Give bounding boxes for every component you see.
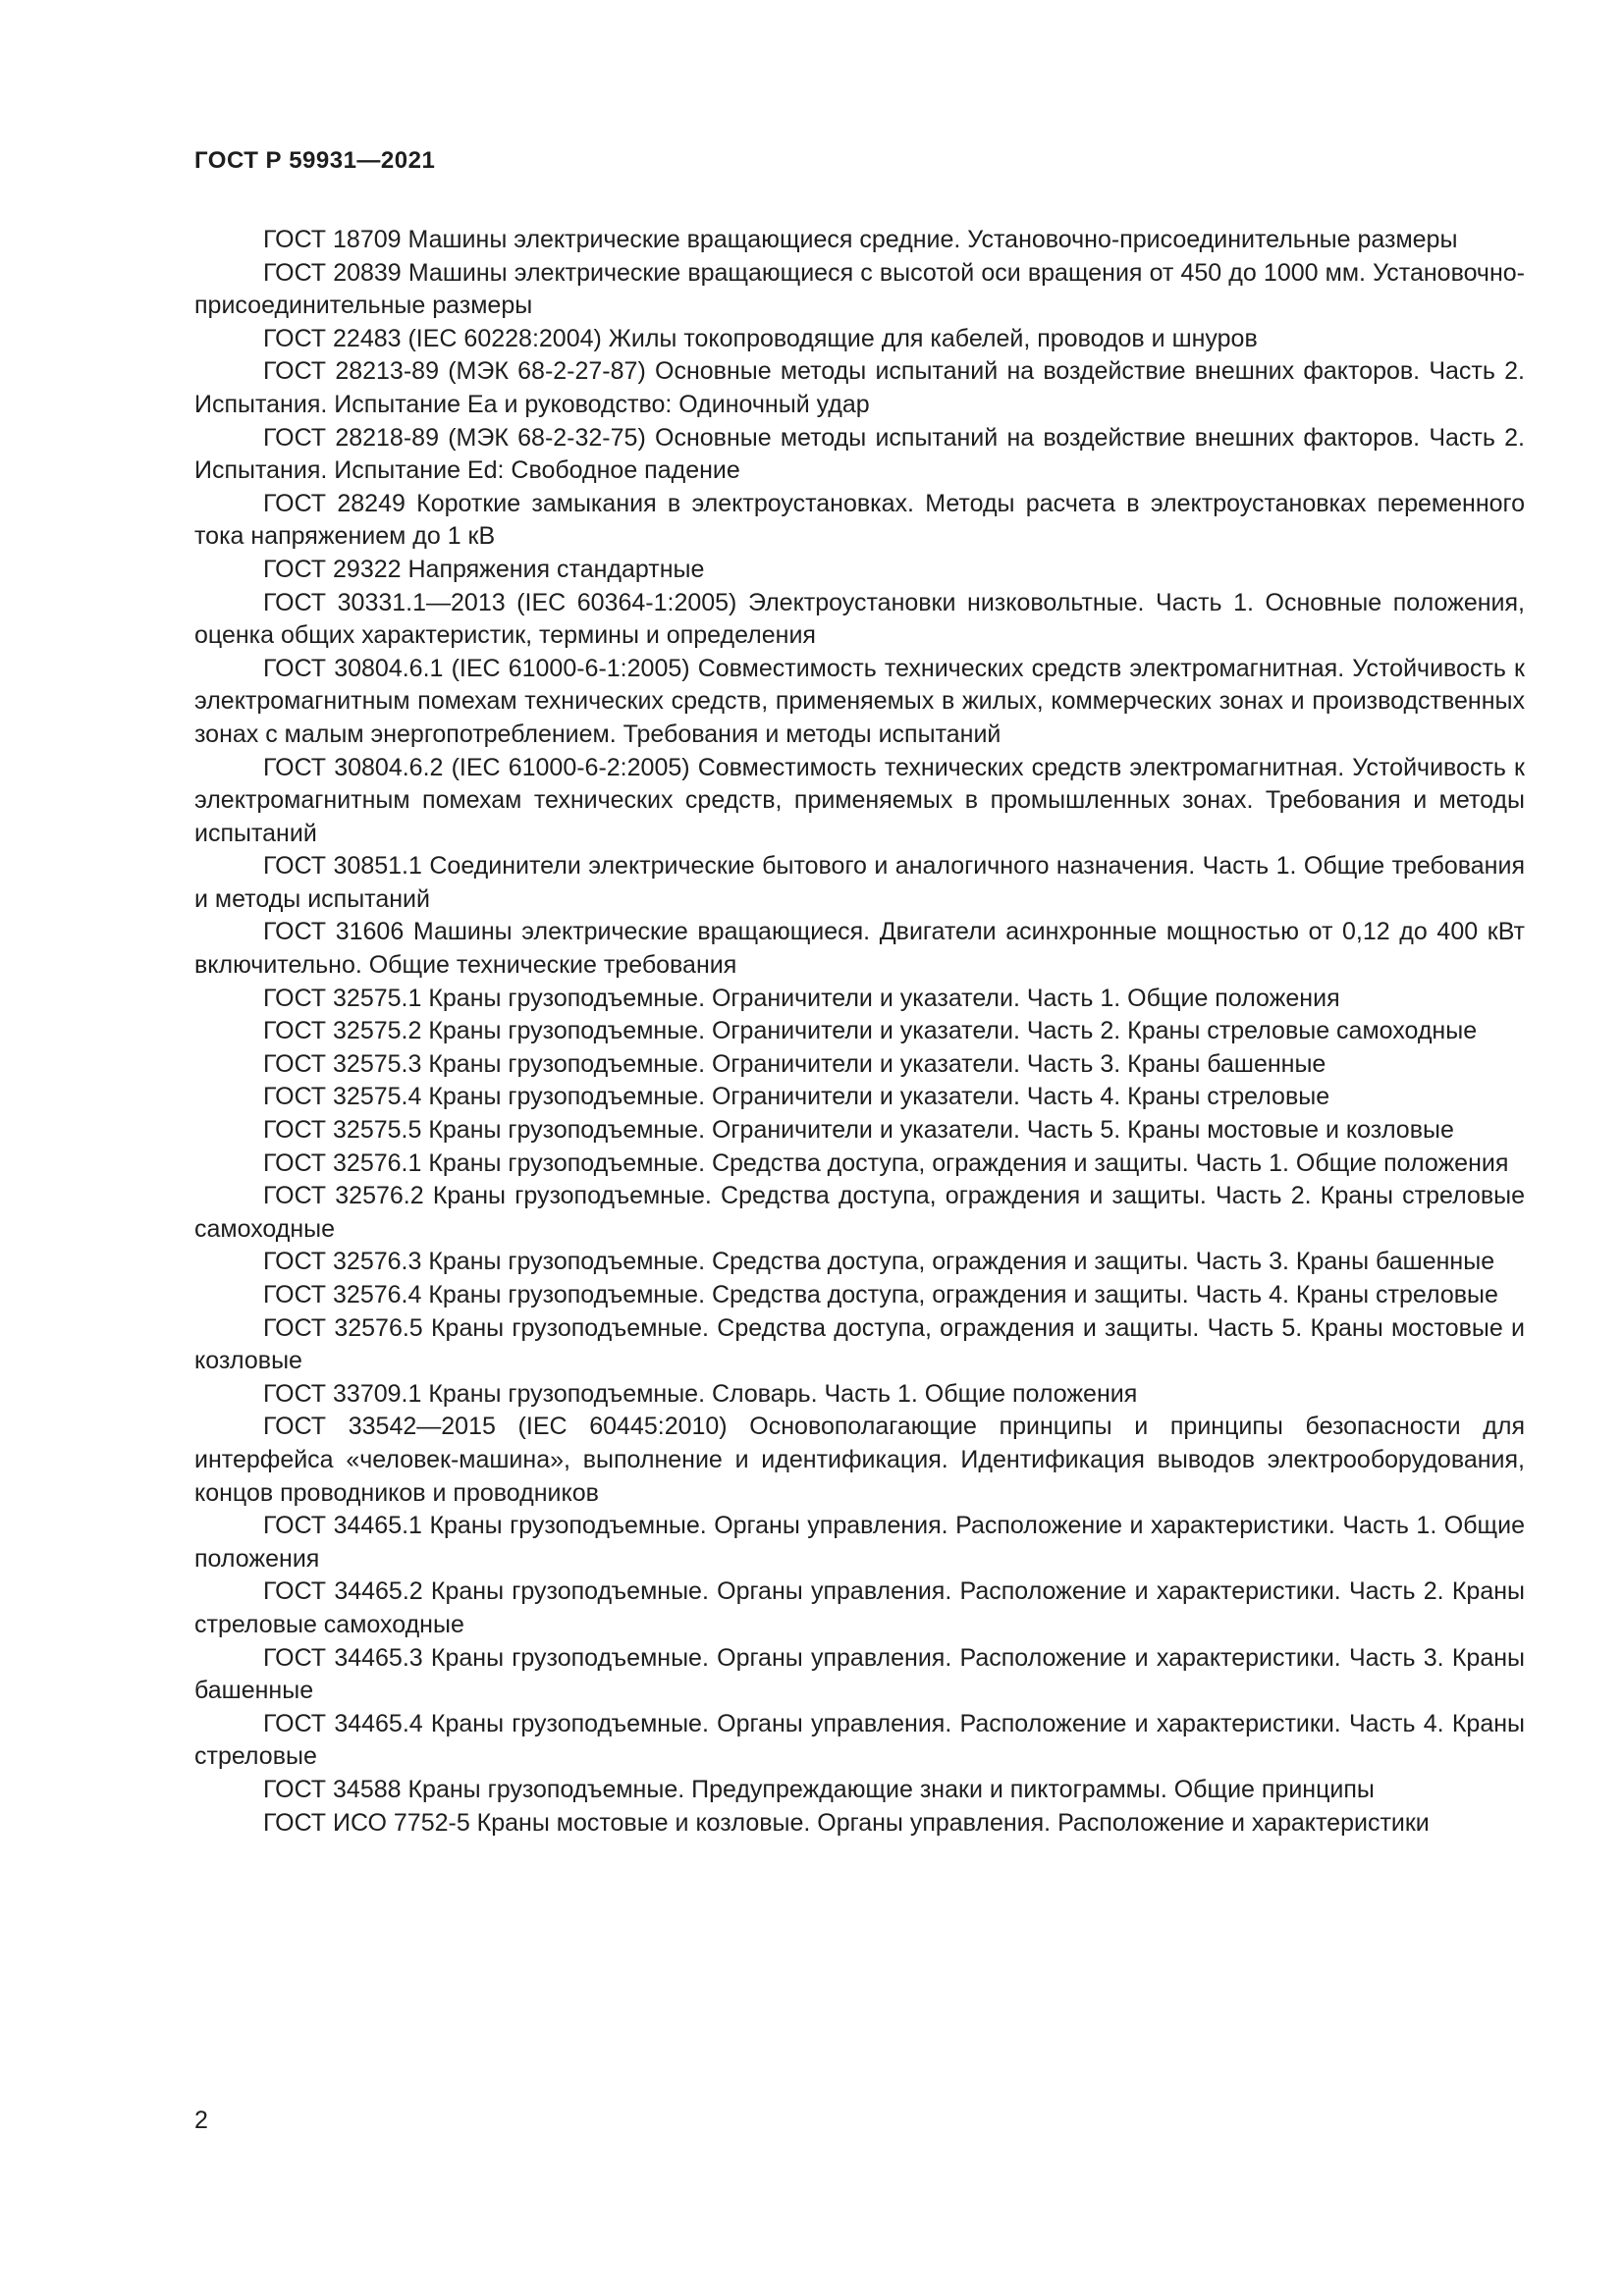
reference-entry: ГОСТ 32575.1 Краны грузоподъемные. Ограничители и указатели. Часть 1. Общие положения xyxy=(263,984,1340,1012)
reference-entry: ГОСТ 28213-89 (МЭК 68-2-27-87) Основные методы испытаний на воздействие внешних факторов. Часть 2. Испытания. Испытание Еа и руководство: Одиночный удар xyxy=(194,357,1525,418)
reference-entry: ГОСТ 32576.4 Краны грузоподъемные. Средства доступа, ограждения и защиты. Часть 4. Краны стреловые xyxy=(263,1281,1498,1308)
reference-entry: ГОСТ 32576.5 Краны грузоподъемные. Средства доступа, ограждения и защиты. Часть 5. Краны мостовые и козловые xyxy=(194,1313,1525,1375)
reference-entry: ГОСТ 28249 Короткие замыкания в электроустановках. Методы расчета в электроустановках переменного тока напряжением до 1 кВ xyxy=(194,489,1525,551)
reference-entry: ГОСТ 34588 Краны грузоподъемные. Предупреждающие знаки и пиктограммы. Общие принципы xyxy=(263,1775,1375,1803)
reference-entry: ГОСТ 32575.2 Краны грузоподъемные. Ограничители и указатели. Часть 2. Краны стреловые самоходные xyxy=(263,1017,1478,1045)
reference-entry: ГОСТ 32575.5 Краны грузоподъемные. Ограничители и указатели. Часть 5. Краны мостовые и козловые xyxy=(263,1116,1454,1145)
reference-entry: ГОСТ 30331.1—2013 (IEC 60364-1:2005) Электроустановки низковольтные. Часть 1. Основные положения, оценка общих характеристик, термины и определения xyxy=(194,588,1525,650)
document-header: ГОСТ Р 59931—2021 xyxy=(194,147,436,174)
reference-entry: ГОСТ 32575.4 Краны грузоподъемные. Ограничители и указатели. Часть 4. Краны стреловые xyxy=(263,1083,1330,1111)
normative-references-list xyxy=(194,224,1525,1840)
reference-entry: ГОСТ 20839 Машины электрические вращающиеся с высотой оси вращения от 450 до 1000 мм. Установочно-присоединительные размеры xyxy=(194,258,1525,320)
reference-entry: ГОСТ 18709 Машины электрические вращающиеся средние. Установочно-присоединительные размеры xyxy=(263,226,1458,253)
reference-entry: ГОСТ 29322 Напряжения стандартные xyxy=(263,555,705,583)
reference-entry: ГОСТ 32575.3 Краны грузоподъемные. Ограничители и указатели. Часть 3. Краны башенные xyxy=(263,1049,1326,1078)
reference-entry: ГОСТ 31606 Машины электрические вращающиеся. Двигатели асинхронные мощностью от 0,12 до 400 кВт включительно. Общие технические требования xyxy=(194,918,1525,980)
reference-entry: ГОСТ 33709.1 Краны грузоподъемные. Словарь. Часть 1. Общие положения xyxy=(263,1379,1138,1408)
reference-entry: ГОСТ 32576.1 Краны грузоподъемные. Средства доступа, ограждения и защиты. Часть 1. Общие положения xyxy=(263,1148,1509,1177)
reference-entry: ГОСТ 34465.1 Краны грузоподъемные. Органы управления. Расположение и характеристики. Часть 1. Общие положения xyxy=(194,1512,1525,1573)
reference-entry: ГОСТ 34465.4 Краны грузоподъемные. Органы управления. Расположение и характеристики. Часть 4. Краны стреловые xyxy=(194,1709,1525,1771)
reference-entry: ГОСТ 28218-89 (МЭК 68-2-32-75) Основные методы испытаний на воздействие внешних факторов. Часть 2. Испытания. Испытание Ed: Свободное падение xyxy=(194,423,1525,485)
reference-entry: ГОСТ 34465.2 Краны грузоподъемные. Органы управления. Расположение и характеристики. Часть 2. Краны стреловые самоходные xyxy=(194,1577,1525,1638)
reference-entry: ГОСТ ИСО 7752-5 Краны мостовые и козловые. Органы управления. Расположение и характеристики xyxy=(263,1808,1430,1837)
page-number: 2 xyxy=(194,2107,208,2134)
reference-entry: ГОСТ 34465.3 Краны грузоподъемные. Органы управления. Расположение и характеристики. Часть 3. Краны башенные xyxy=(194,1643,1525,1705)
reference-entry: ГОСТ 33542—2015 (IEC 60445:2010) Основополагающие принципы и принципы безопасности для интерфейса «человек-машина», выполнение и идентификация. Идентификация выводов электрооборудования, концов проводников и проводников xyxy=(194,1413,1525,1507)
reference-entry: ГОСТ 30804.6.2 (IEC 61000-6-2:2005) Совместимость технических средств электромагнитная. Устойчивость к электромагнитным помехам технических средств, применяемых в промышленных зонах. Требования и методы испытаний xyxy=(194,753,1525,847)
reference-entry: ГОСТ 30851.1 Соединители электрические бытового и аналогичного назначения. Часть 1. Общие требования и методы испытаний xyxy=(194,852,1525,913)
reference-entry: ГОСТ 22483 (IEC 60228:2004) Жилы токопроводящие для кабелей, проводов и шнуров xyxy=(263,324,1258,352)
reference-entry: ГОСТ 32576.3 Краны грузоподъемные. Средства доступа, ограждения и защиты. Часть 3. Краны башенные xyxy=(263,1248,1495,1276)
reference-entry: ГОСТ 30804.6.1 (IEC 61000-6-1:2005) Совместимость технических средств электромагнитная. Устойчивость к электромагнитным помехам технических средств, применяемых в жилых, коммерческих зонах и производственных зонах с малым энергопотреблением. Требования и методы испытаний xyxy=(194,654,1525,748)
reference-entry: ГОСТ 32576.2 Краны грузоподъемные. Средства доступа, ограждения и защиты. Часть 2. Краны стреловые самоходные xyxy=(194,1182,1525,1243)
